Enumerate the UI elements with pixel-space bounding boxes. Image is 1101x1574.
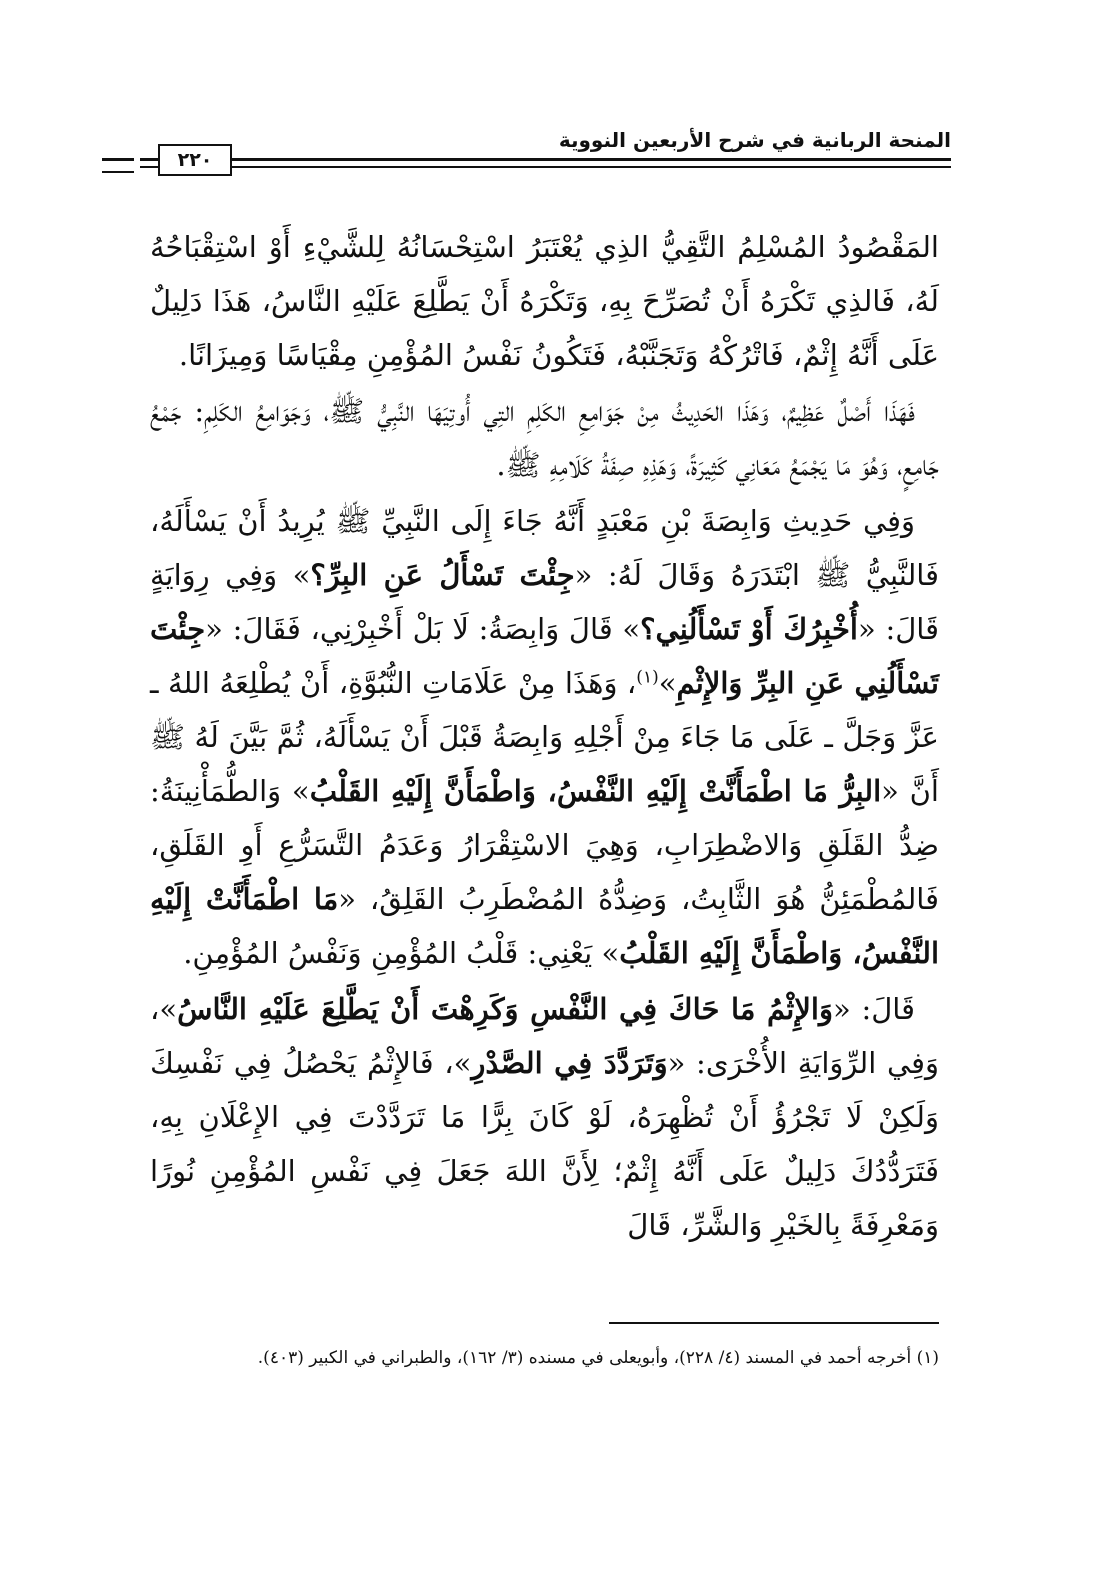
footnote-ref: (١) bbox=[636, 667, 659, 688]
hadith-quote: مَا اطْمَأَنَّتْ إِلَيْهِ النَّفْسُ، وَاطْمَأَنَّ إِلَيْهِ القَلْبُ bbox=[150, 882, 939, 970]
hadith-quote: جِئْتَ تَسْأَلُ عَنِ البِرِّ؟ bbox=[310, 558, 575, 592]
text-run: فَهَذَا أَصْلٌ عَظِيمٌ، وَهَذَا الحَدِيثُ مِنْ جَوَامِعِ الكَلِمِ التِي أُوتِيَهَا النَّبِيُّ ﷺ، وَجَوَامِعُ الكَلِمِ: جَمْعُ جَامِعٍ، وَهُوَ مَا يَجْمَعُ مَعَانِي كَثِيرَةً، وَهَذِهِ صِفَةُ كَلَامِهِ ﷺ. bbox=[150, 394, 939, 482]
hadith-quote: وَتَرَدَّدَ فِي الصَّدْرِ bbox=[471, 1046, 668, 1080]
text-run: » bbox=[658, 666, 677, 700]
text-run: قَالَ: « bbox=[832, 992, 915, 1026]
text-run: »، فَالإِثْمُ يَحْصُلُ فِي نَفْسِكَ وَلَكِنْ لَا تَجْرُؤُ أَنْ تُظْهِرَهُ، لَوْ كَانَ بِرًّا مَا تَرَدَّدْتَ فِي الإِعْلَانِ بِهِ، فَتَرَدُّدُكَ دَلِيلٌ عَلَى أَنَّهُ إِثْمٌ؛ لِأَنَّ اللهَ جَعَلَ فِي نَفْسِ المُؤْمِنِ نُورًا وَمَعْرِفَةً بِالخَيْرِ وَالشَّرِّ، قَالَ bbox=[150, 1046, 939, 1242]
hadith-quote: البِرُّ مَا اطْمَأَنَّتْ إِلَيْهِ النَّفْسُ، وَاطْمَأَنَّ إِلَيْهِ القَلْبُ bbox=[309, 774, 882, 808]
header-rule-thin bbox=[140, 166, 951, 168]
text-run: » وَالطُّمَأْنِينَةُ: ضِدُّ القَلَقِ وَالاضْطِرَابِ، وَهِيَ الاسْتِقْرَارُ وَعَدَمُ التَّسَرُّعِ أَوِ القَلَقِ، فَالمُطْمَئِنُّ هُوَ الثَّابِتُ، وَضِدُّهُ المُضْطَرِبُ القَلِقُ، « bbox=[150, 774, 939, 916]
text-run: وَفِي حَدِيثِ وَابِصَةَ بْنِ مَعْبَدٍ أَنَّهُ جَاءَ إِلَى النَّبِيِّ ﷺ يُرِيدُ أَنْ يَسْأَلَهُ، فَالنَّبِيُّ ﷺ ابْتَدَرَهُ وَقَالَ لَهُ: « bbox=[150, 504, 939, 592]
text-run: » قَالَ وَابِصَةُ: لَا بَلْ أَخْبِرْنِي، فَقَالَ: « bbox=[205, 612, 641, 646]
hadith-quote: أُخْبِرُكَ أَوْ تَسْأَلُنِي؟ bbox=[640, 612, 858, 646]
paragraph bbox=[150, 494, 939, 980]
book-title: المنحة الربانية في شرح الأربعين النووية bbox=[558, 128, 951, 152]
page-header bbox=[140, 118, 951, 182]
footnote: (١) أخرجه أحمد في المسند (٤/ ٢٢٨)، وأبويعلى في مسنده (٣/ ١٦٢)، والطبراني في الكبير (٤٠٣). bbox=[257, 1348, 939, 1368]
hadith-quote: جِئْتَ تَسْأَلُنِي عَنِ البِرِّ وَالإِثْمِ bbox=[150, 612, 940, 700]
hadith-quote: وَالإِثْمُ مَا حَاكَ فِي النَّفْسِ وَكَرِهْتَ أَنْ يَطَّلِعَ عَلَيْهِ النَّاسُ bbox=[177, 992, 833, 1026]
footnote-separator bbox=[609, 1322, 939, 1324]
text-run: » يَعْنِي: قَلْبُ المُؤْمِنِ وَنَفْسُ المُؤْمِنِ. bbox=[183, 936, 620, 970]
paragraph bbox=[150, 982, 939, 1252]
paragraph bbox=[150, 220, 939, 382]
text-run: » وَفِي رِوَايَةٍ قَالَ: « bbox=[150, 558, 939, 646]
header-ornament bbox=[102, 158, 134, 173]
text-run: ، وَهَذَا مِنْ عَلَامَاتِ النُّبُوَّةِ، أَنْ يُطْلِعَهُ اللهُ ـ عَزَّ وَجَلَّ ـ عَلَى مَا جَاءَ مِنْ أَجْلِهِ وَابِصَةُ قَبْلَ أَنْ يَسْأَلَهُ، ثُمَّ بَيَّنَ لَهُ ﷺ أَنَّ « bbox=[150, 666, 939, 808]
body-text bbox=[150, 220, 939, 1254]
text-run: »، وَفِي الرِّوَايَةِ الأُخْرَى: « bbox=[150, 992, 939, 1080]
page-number: ٢٢٠ bbox=[158, 144, 232, 176]
text-run: المَقْصُودُ المُسْلِمُ التَّقِيُّ الذِي يُعْتَبَرُ اسْتِحْسَانُهُ لِلشَّيْءِ أَوْ اسْتِقْبَاحُهُ لَهُ، فَالذِي تَكْرَهُ أَنْ تُصَرِّحَ بِهِ، وَتَكْرَهُ أَنْ يَطَّلِعَ عَلَيْهِ النَّاسُ، هَذَا دَلِيلٌ عَلَى أَنَّهُ إِثْمٌ، فَاتْرُكْهُ وَتَجَنَّبْهُ، فَتَكُونُ نَفْسُ المُؤْمِنِ مِقْيَاسًا وَمِيزَانًا. bbox=[150, 230, 939, 372]
paragraph bbox=[150, 384, 939, 492]
header-rule-thick bbox=[140, 158, 951, 161]
